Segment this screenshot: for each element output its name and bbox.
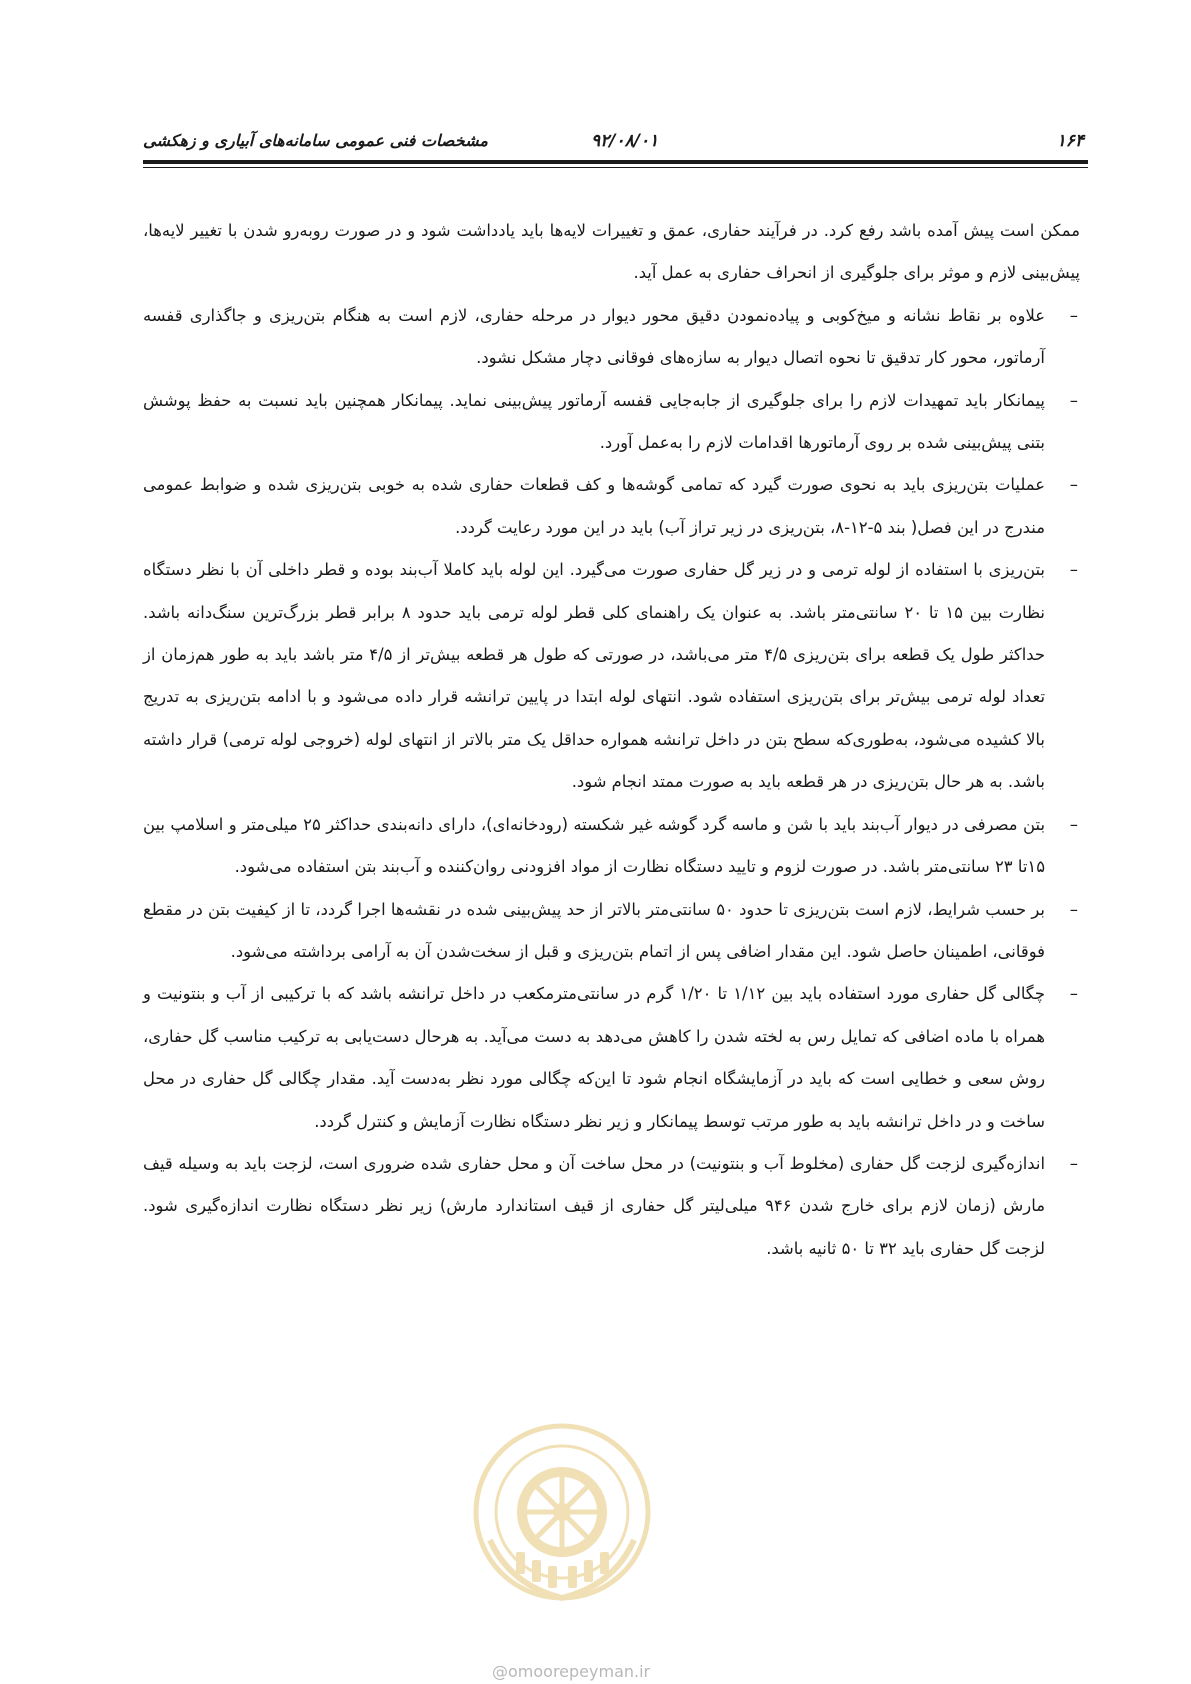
bullet-item: – اندازه‌گیری لزجت گل حفاری (مخلوط آب و بنتونیت) در محل ساخت آن و محل حفاری شده ضروری است، لزجت باید به وسیله قیف مارش (زمان لازم برای خارج شدن ۹۴۶ میلی‌لیتر گل حفاری از قیف استاندارد مارش) زیر نظر دستگاه نظارت اندازه‌گیری شود. لزجت گل حفاری باید ۳۲ تا ۵۰ ثانیه باشد. — [143, 1143, 1080, 1270]
body-content — [143, 210, 1080, 1270]
bullet-item: – علاوه بر نقاط نشانه و میخ‌کوبی و پیاده‌نمودن دقیق محور دیوار در مرحله حفاری، لازم است به هنگام بتن‌ریزی و جاگذاری قفسه آرماتور، محور کار تدقیق تا نحوه اتصال دیوار به سازه‌های فوقانی دچار مشکل نشود. — [143, 295, 1080, 380]
page-number: ۱۶۴ — [1056, 131, 1084, 151]
header-rule-thick — [143, 160, 1088, 164]
header-date: ۹۲/۰۸/۰۱ — [591, 131, 659, 151]
header-rule-thin — [143, 167, 1088, 168]
bullet-item: – بتن مصرفی در دیوار آب‌بند باید با شن و ماسه گرد گوشه غیر شکسته (رودخانه‌ای)، دارای دانه‌بندی حداکثر ۲۵ میلی‌متر و اسلامپ بین ۱۵تا ۲۳ سانتی‌متر باشد. در صورت لزوم و تایید دستگاه نظارت از مواد افزودنی روان‌کننده و آب‌بند بتن استفاده می‌شود. — [143, 804, 1080, 889]
watermark-url: @omoorepeyman.ir — [492, 1662, 651, 1681]
bullet-item: – بر حسب شرایط، لازم است بتن‌ریزی تا حدود ۵۰ سانتی‌متر بالاتر از حد پیش‌بینی شده در نقشه‌ها اجرا گردد، تا از کیفیت بتن در مقطع فوقانی، اطمینان حاصل شود. این مقدار اضافی پس از اتمام بتن‌ریزی و قبل از سخت‌شدن آن به آرامی برداشته می‌شود. — [143, 889, 1080, 974]
watermark-seal-icon — [470, 1420, 655, 1610]
header-title: مشخصات فنی عمومی سامانه‌های آبیاری و زهکشی — [143, 131, 488, 150]
bullet-item: – پیمانکار باید تمهیدات لازم را برای جلوگیری از جابه‌جایی قفسه آرماتور پیش‌بینی نماید. پیمانکار همچنین باید نسبت به حفظ پوشش بتنی پیش‌بینی شده بر روی آرماتورها اقدامات لازم را به‌عمل آورد. — [143, 380, 1080, 465]
bullet-item: – بتن‌ریزی با استفاده از لوله ترمی و در زیر گل حفاری صورت می‌گیرد. این لوله باید کاملا آب‌بند بوده و قطر داخلی آن با نظر دستگاه نظارت بین ۱۵ تا ۲۰ سانتی‌متر باشد. به عنوان یک راهنمای کلی قطر لوله ترمی باید حدود ۸ برابر قطر بزرگ‌ترین سنگ‌دانه باشد. حداکثر طول یک قطعه برای بتن‌ریزی ۴/۵ متر می‌باشد، در صورتی که طول هر قطعه بیش‌تر از ۴/۵ متر باشد باید به طور هم‌زمان از تعداد لوله ترمی بیش‌تر برای بتن‌ریزی استفاده شود. انتهای لوله ابتدا در پایین ترانشه قرار داده می‌شود و با ادامه بتن‌ریزی به تدریج بالا کشیده می‌شود، به‌طوری‌که سطح بتن در داخل ترانشه همواره حداقل یک متر بالاتر از انتهای لوله (خروجی لوله ترمی) قرار داشته باشد. به هر حال بتن‌ریزی در هر قطعه باید به صورت ممتد انجام شود. — [143, 549, 1080, 803]
bullet-item: – عملیات بتن‌ریزی باید به نحوی صورت گیرد که تمامی گوشه‌ها و کف قطعات حفاری شده به خوبی بتن‌ریزی شده و ضوابط عمومی مندرج در این فصل( بند ۵-۱۲-۸، بتن‌ریزی در زیر تراز آب) باید در این مورد رعایت گردد. — [143, 464, 1080, 549]
paragraph-intro: ممکن است پیش آمده باشد رفع کرد. در فرآیند حفاری، عمق و تغییرات لایه‌ها باید یادداشت شود و در صورت روبه‌رو شدن با تغییر لایه‌ها، پیش‌بینی لازم و موثر برای جلوگیری از انحراف حفاری به عمل آید. — [143, 221, 1080, 283]
bullet-item: – چگالی گل حفاری مورد استفاده باید بین ۱/۱۲ تا ۱/۲۰ گرم در سانتی‌مترمکعب در داخل ترانشه باشد که با ترکیبی از آب و بنتونیت و همراه با ماده اضافی که تمایل رس به لخته شدن را کاهش می‌دهد به دست می‌آید. به هرحال دست‌یابی به ترکیب مناسب گل حفاری، روش سعی و خطایی است که باید در آزمایشگاه انجام شود تا این‌که چگالی مورد نظر به‌دست آید. مقدار چگالی گل حفاری در محل ساخت و در داخل ترانشه باید به طور مرتب توسط پیمانکار و زیر نظر دستگاه نظارت آزمایش و کنترل گردد. — [143, 973, 1080, 1143]
